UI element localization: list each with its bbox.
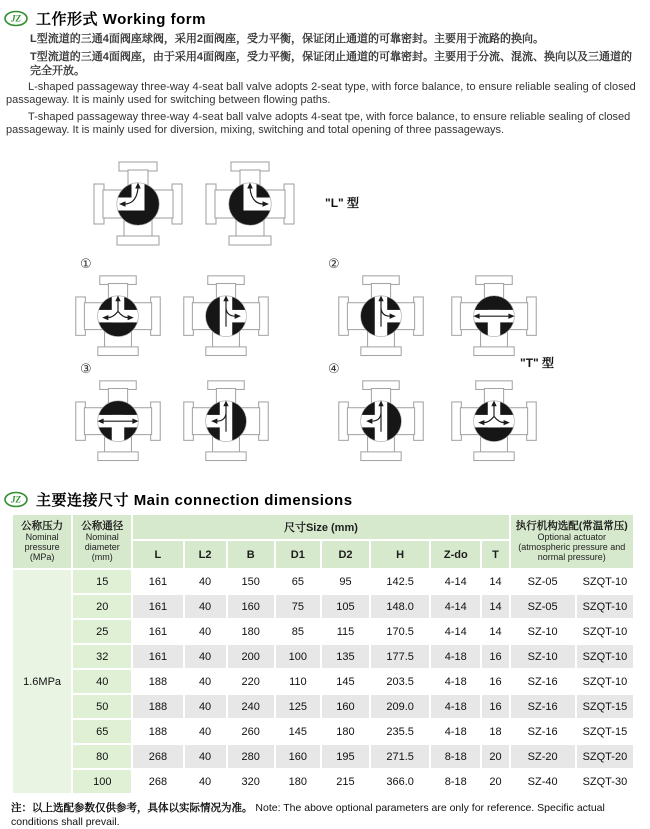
header-actuator-zh: 执行机构选配(常温常压) <box>515 520 628 533</box>
size-cell: 125 <box>276 695 320 718</box>
size-cell: 20 <box>482 770 508 793</box>
size-cell: 161 <box>133 595 182 618</box>
size-cell: 4-14 <box>431 570 480 593</box>
valve-diagram-t4-b <box>446 377 542 465</box>
footnote-zh: 注：以上选配参数仅供参考，具体以实际情况为准。 <box>11 802 253 814</box>
dimensions-title <box>4 489 650 510</box>
size-cell: 14 <box>482 570 508 593</box>
table-row <box>13 670 633 693</box>
header-col-B: B <box>228 541 274 568</box>
dimensions-table-body <box>13 570 633 793</box>
size-cell: 85 <box>276 620 320 643</box>
size-cell: 95 <box>322 570 369 593</box>
actuator-cell: SZQT-15 <box>577 720 633 743</box>
size-cell: 20 <box>482 745 508 768</box>
valve-diagram-t2-b <box>446 272 542 360</box>
header-col-L: L <box>133 541 182 568</box>
header-nominal-diameter <box>73 515 131 568</box>
size-cell: 4-18 <box>431 720 480 743</box>
header-col-L2: L2 <box>185 541 226 568</box>
table-row <box>13 620 633 643</box>
size-cell: 366.0 <box>371 770 429 793</box>
header-actuator-en: Optional actuator (atmospheric pressure and normal pressure) <box>518 532 626 562</box>
size-cell: 4-18 <box>431 670 480 693</box>
table-row <box>13 595 633 618</box>
actuator-cell: SZ-40 <box>511 770 575 793</box>
actuator-cell: SZQT-10 <box>577 670 633 693</box>
header-col-Z-do: Z-do <box>431 541 480 568</box>
size-cell: 40 <box>185 620 226 643</box>
valve-diagram-t1-a <box>70 272 166 360</box>
size-cell: 135 <box>322 645 369 668</box>
size-cell: 8-18 <box>431 745 480 768</box>
size-cell: 14 <box>482 620 508 643</box>
group-label-1: ① <box>80 256 92 271</box>
valve-diagram-l-1 <box>88 158 188 250</box>
size-cell: 40 <box>185 570 226 593</box>
size-cell: 209.0 <box>371 695 429 718</box>
size-cell: 4-18 <box>431 645 480 668</box>
size-cell: 40 <box>185 645 226 668</box>
dimensions-table <box>11 513 635 795</box>
actuator-cell: SZQT-10 <box>577 620 633 643</box>
table-row <box>13 745 633 768</box>
valve-diagram-t4-a <box>333 377 429 465</box>
l-type-label: "L" 型 <box>325 196 360 210</box>
size-cell: 188 <box>133 670 182 693</box>
dn-cell: 25 <box>73 620 131 643</box>
actuator-cell: SZ-05 <box>511 570 575 593</box>
size-cell: 161 <box>133 645 182 668</box>
pressure-value-cell: 1.6MPa <box>13 570 71 793</box>
header-pressure-zh: 公称压力 <box>21 520 64 533</box>
header-diameter-en: Nominal diameter <box>84 532 120 553</box>
size-cell: 145 <box>322 670 369 693</box>
size-cell: 142.5 <box>371 570 429 593</box>
size-cell: 40 <box>185 720 226 743</box>
size-cell: 160 <box>322 695 369 718</box>
valve-diagram-t3-b <box>178 377 274 465</box>
size-cell: 40 <box>185 595 226 618</box>
size-cell: 18 <box>482 720 508 743</box>
size-cell: 16 <box>482 695 508 718</box>
valve-diagram-t1-b <box>178 272 274 360</box>
header-pressure-en: Nominal pressure <box>24 532 60 553</box>
paragraph-en-t-type: T-shaped passageway three-way 4-seat ball valve adopts 4-seat tpe, with force balance, to ensure reliable sealing of closed passageway. It is mainly used for diversion, mixing, switching and total opening of three passageways. <box>6 110 631 136</box>
actuator-cell: SZ-20 <box>511 745 575 768</box>
header-actuator <box>511 515 633 568</box>
dn-cell: 32 <box>73 645 131 668</box>
section-title-en: Working form <box>102 11 206 28</box>
size-cell: 40 <box>185 695 226 718</box>
paragraph-zh-t-type: T型流道的三通4面阀座，由于采用4面阀座，受力平衡，保证闭止通道的可靠密封。主要用于分流、混流、换向以及三通道的完全开放。 <box>30 50 632 77</box>
size-cell: 14 <box>482 595 508 618</box>
size-cell: 40 <box>185 770 226 793</box>
header-col-D1: D1 <box>276 541 320 568</box>
size-cell: 8-18 <box>431 770 480 793</box>
header-col-T: T <box>482 541 508 568</box>
size-cell: 320 <box>228 770 274 793</box>
actuator-cell: SZQT-10 <box>577 645 633 668</box>
actuator-cell: SZQT-30 <box>577 770 633 793</box>
section-title-zh: 主要连接尺寸 <box>36 492 130 509</box>
actuator-cell: SZ-16 <box>511 720 575 743</box>
size-cell: 177.5 <box>371 645 429 668</box>
section-title-en: Main connection dimensions <box>133 492 353 509</box>
header-size-group: 尺寸Size (mm) <box>133 515 508 539</box>
size-cell: 271.5 <box>371 745 429 768</box>
size-cell: 180 <box>228 620 274 643</box>
actuator-cell: SZ-10 <box>511 620 575 643</box>
valve-diagrams-area <box>0 142 650 487</box>
footnote-en: Note: The above optional parameters are only for reference. Specific actual conditions shall prevail. <box>11 802 605 828</box>
valve-diagram-t3-a <box>70 377 166 465</box>
header-nominal-pressure <box>13 515 71 568</box>
dn-cell: 80 <box>73 745 131 768</box>
actuator-cell: SZ-05 <box>511 595 575 618</box>
size-cell: 170.5 <box>371 620 429 643</box>
size-cell: 150 <box>228 570 274 593</box>
table-row <box>13 720 633 743</box>
section-title-text <box>36 8 206 29</box>
footnote <box>11 802 650 829</box>
table-row <box>13 770 633 793</box>
size-cell: 115 <box>322 620 369 643</box>
size-cell: 180 <box>322 720 369 743</box>
group-label-2: ② <box>328 256 340 271</box>
size-cell: 220 <box>228 670 274 693</box>
valve-diagram-l-2 <box>200 158 300 250</box>
size-cell: 16 <box>482 670 508 693</box>
size-cell: 161 <box>133 620 182 643</box>
size-cell: 268 <box>133 745 182 768</box>
size-cell: 160 <box>276 745 320 768</box>
size-cell: 203.5 <box>371 670 429 693</box>
size-cell: 145 <box>276 720 320 743</box>
table-row <box>13 570 633 593</box>
catalog-page <box>0 8 650 828</box>
valve-diagram-t2-a <box>333 272 429 360</box>
table-row <box>13 645 633 668</box>
table-row <box>13 695 633 718</box>
size-cell: 195 <box>322 745 369 768</box>
header-col-D2: D2 <box>322 541 369 568</box>
dn-cell: 50 <box>73 695 131 718</box>
section-title-text <box>36 489 353 510</box>
dn-cell: 100 <box>73 770 131 793</box>
header-diameter-zh: 公称通径 <box>81 520 124 533</box>
size-cell: 40 <box>185 745 226 768</box>
dn-cell: 15 <box>73 570 131 593</box>
header-pressure-unit: (MPa) <box>29 552 55 562</box>
size-cell: 4-14 <box>431 595 480 618</box>
size-cell: 215 <box>322 770 369 793</box>
size-cell: 110 <box>276 670 320 693</box>
dn-cell: 65 <box>73 720 131 743</box>
header-diameter-unit: (mm) <box>91 552 113 562</box>
group-label-4: ④ <box>328 361 340 376</box>
brand-logo-icon <box>4 10 30 27</box>
size-cell: 240 <box>228 695 274 718</box>
size-cell: 260 <box>228 720 274 743</box>
dn-cell: 20 <box>73 595 131 618</box>
paragraph-en-l-type: L-shaped passageway three-way 4-seat ball valve adopts 2-seat type, with force balance, to ensure reliable sealing of closed passageway. It is mainly used for switching between flowing paths. <box>6 81 636 107</box>
actuator-cell: SZQT-10 <box>577 570 633 593</box>
table-header-row-1 <box>13 515 633 539</box>
working-form-title <box>4 8 650 29</box>
actuator-cell: SZ-16 <box>511 670 575 693</box>
dn-cell: 40 <box>73 670 131 693</box>
brand-logo-icon <box>4 491 30 508</box>
group-label-3: ③ <box>80 361 92 376</box>
size-cell: 160 <box>228 595 274 618</box>
header-col-H: H <box>371 541 429 568</box>
size-cell: 200 <box>228 645 274 668</box>
size-cell: 188 <box>133 695 182 718</box>
actuator-cell: SZ-10 <box>511 645 575 668</box>
size-cell: 40 <box>185 670 226 693</box>
size-cell: 280 <box>228 745 274 768</box>
size-cell: 65 <box>276 570 320 593</box>
actuator-cell: SZQT-10 <box>577 595 633 618</box>
size-cell: 4-18 <box>431 695 480 718</box>
section-title-zh: 工作形式 <box>36 11 99 28</box>
size-cell: 148.0 <box>371 595 429 618</box>
size-cell: 75 <box>276 595 320 618</box>
size-cell: 161 <box>133 570 182 593</box>
paragraph-zh-l-type: L型流道的三通4面阀座球阀，采用2面阀座，受力平衡，保证闭止通道的可靠密封。主要用于流路的换向。 <box>30 33 544 45</box>
size-cell: 100 <box>276 645 320 668</box>
size-cell: 235.5 <box>371 720 429 743</box>
size-cell: 180 <box>276 770 320 793</box>
size-cell: 188 <box>133 720 182 743</box>
actuator-cell: SZQT-15 <box>577 695 633 718</box>
size-cell: 16 <box>482 645 508 668</box>
size-cell: 268 <box>133 770 182 793</box>
size-cell: 4-14 <box>431 620 480 643</box>
t-type-label: "T" 型 <box>520 356 555 370</box>
actuator-cell: SZ-16 <box>511 695 575 718</box>
actuator-cell: SZQT-20 <box>577 745 633 768</box>
size-cell: 105 <box>322 595 369 618</box>
